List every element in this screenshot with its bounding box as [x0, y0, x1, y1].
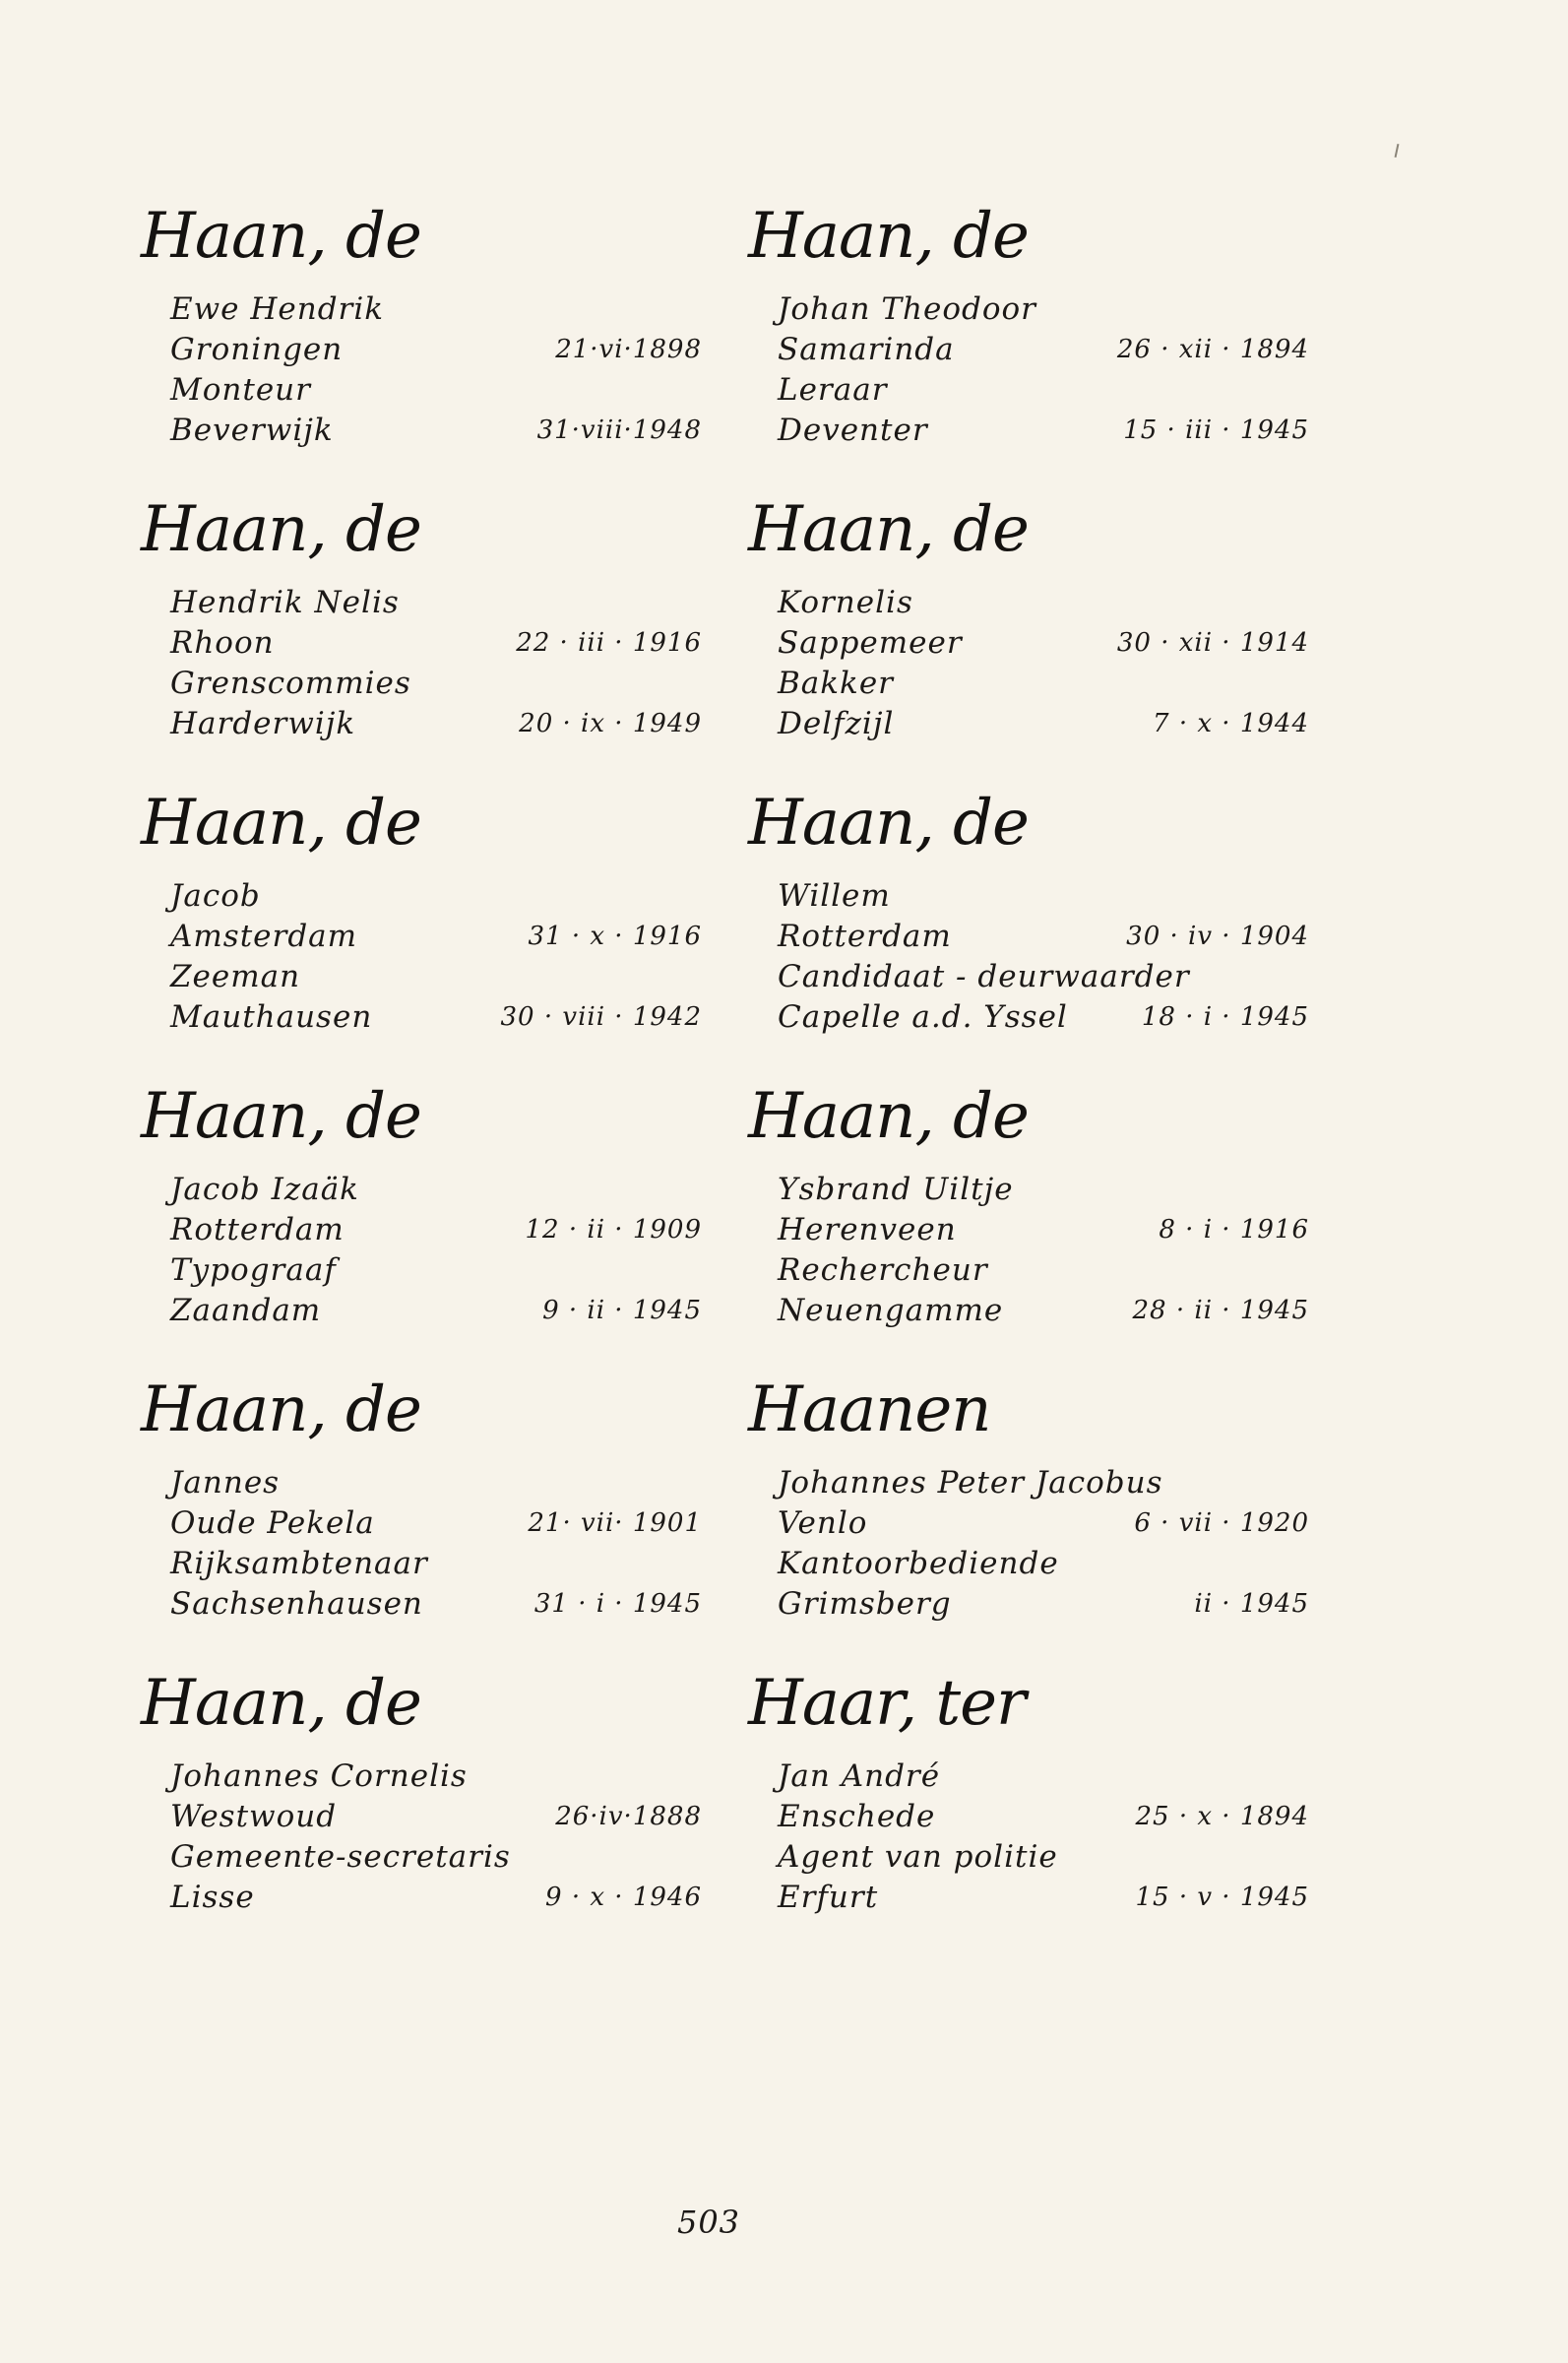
occupation-line: [141, 957, 702, 997]
deathplace: Lisse: [170, 1880, 255, 1915]
birth-line: [748, 1210, 1309, 1250]
name-entry: [748, 1664, 1309, 1957]
deathdate: 31·viii·1948: [536, 415, 702, 445]
birthplace: Rhoon: [170, 625, 275, 661]
death-line: [141, 1291, 702, 1331]
surname-heading: Haan, de: [748, 1080, 1029, 1153]
occupation-line: [141, 1250, 702, 1291]
birthdate: 6 · vii · 1920: [1134, 1508, 1309, 1538]
occupation-line: [748, 1837, 1309, 1878]
occupation-line: [141, 1837, 702, 1878]
name-entry: [141, 197, 702, 490]
birthdate: 30 · iv · 1904: [1126, 922, 1309, 951]
name-entry: [748, 1371, 1309, 1664]
deathplace: Zaandam: [170, 1293, 322, 1328]
deathdate: 28 · ii · 1945: [1132, 1296, 1309, 1325]
death-line: [141, 704, 702, 744]
given-names: Johan Theodoor: [778, 291, 1036, 327]
surname-heading: Haan, de: [748, 493, 1029, 566]
given-names: Ewe Hendrik: [170, 291, 385, 327]
surname-heading: Haar, ter: [748, 1667, 1026, 1740]
name-entry: [141, 1664, 702, 1957]
death-line: [141, 997, 702, 1038]
birthplace: Samarinda: [778, 332, 955, 367]
name-entry: [748, 197, 1309, 490]
given-names-line: [748, 583, 1309, 623]
deathplace: Sachsenhausen: [170, 1586, 423, 1622]
birthplace: Rotterdam: [778, 919, 952, 954]
birth-line: [141, 1210, 702, 1250]
deathplace: Mauthausen: [170, 999, 373, 1035]
occupation: Kantoorbediende: [778, 1546, 1059, 1581]
occupation-line: [141, 664, 702, 704]
occupation: Rechercheur: [778, 1252, 988, 1288]
margin-mark: [1395, 144, 1400, 158]
given-names-line: [748, 1463, 1309, 1503]
occupation-line: [748, 370, 1309, 411]
surname-heading: Haan, de: [141, 1080, 421, 1153]
given-names: Hendrik Nelis: [170, 585, 400, 620]
deathdate: 9 · x · 1946: [545, 1883, 702, 1912]
surname-heading: Haanen: [748, 1373, 991, 1446]
deathplace: Grimsberg: [778, 1586, 952, 1622]
deathdate: 18 · i · 1945: [1141, 1002, 1309, 1032]
occupation: Bakker: [778, 666, 894, 701]
surname-heading: Haan, de: [748, 200, 1029, 273]
given-names-line: [748, 1170, 1309, 1210]
birthplace: Oude Pekela: [170, 1505, 375, 1541]
given-names-line: [141, 583, 702, 623]
given-names-line: [141, 1463, 702, 1503]
deathplace: Deventer: [778, 413, 928, 448]
death-line: [748, 411, 1309, 451]
birthdate: 25 · x · 1894: [1135, 1802, 1309, 1831]
deathdate: 31 · i · 1945: [533, 1589, 702, 1619]
given-names: Jan André: [778, 1758, 941, 1794]
given-names-line: [748, 876, 1309, 917]
given-names-line: [141, 289, 702, 330]
deathdate: ii · 1945: [1194, 1589, 1309, 1619]
name-entry: [141, 1077, 702, 1371]
birthplace: Westwoud: [170, 1799, 338, 1834]
deathdate: 7 · x · 1944: [1153, 709, 1309, 738]
occupation-line: [748, 664, 1309, 704]
death-line: [141, 411, 702, 451]
occupation-line: [748, 1250, 1309, 1291]
birthdate: 22 · iii · 1916: [516, 628, 702, 658]
deathdate: 15 · iii · 1945: [1123, 415, 1309, 445]
occupation: Candidaat - deurwaarder: [778, 959, 1190, 994]
birth-line: [748, 623, 1309, 664]
given-names: Ysbrand Uiltje: [778, 1172, 1014, 1207]
birthdate: 26·iv·1888: [555, 1802, 702, 1831]
name-entry: [748, 784, 1309, 1077]
birthplace: Herenveen: [778, 1212, 957, 1247]
birthplace: Groningen: [170, 332, 344, 367]
given-names: Johannes Cornelis: [170, 1758, 468, 1794]
surname-heading: Haan, de: [141, 787, 421, 860]
birthplace: Amsterdam: [170, 919, 358, 954]
deathplace: Capelle a.d. Yssel: [778, 999, 1068, 1035]
given-names-line: [748, 1756, 1309, 1797]
birthdate: 26 · xii · 1894: [1116, 335, 1309, 364]
birthdate: 30 · xii · 1914: [1116, 628, 1309, 658]
surname-heading: Haan, de: [141, 493, 421, 566]
birthdate: 12 · ii · 1909: [525, 1215, 702, 1245]
given-names: Willem: [778, 878, 891, 914]
birthplace: Rotterdam: [170, 1212, 345, 1247]
death-line: [141, 1878, 702, 1918]
deathplace: Neuengamme: [778, 1293, 1004, 1328]
birthdate: 31 · x · 1916: [528, 922, 702, 951]
occupation: Leraar: [778, 372, 888, 408]
right-column: [748, 197, 1309, 1957]
deathdate: 15 · v · 1945: [1135, 1883, 1309, 1912]
deathplace: Erfurt: [778, 1880, 879, 1915]
name-entry: [141, 784, 702, 1077]
birthdate: 21·vi·1898: [555, 335, 702, 364]
name-entry: [141, 1371, 702, 1664]
deathdate: 30 · viii · 1942: [500, 1002, 702, 1032]
occupation: Rijksambtenaar: [170, 1546, 428, 1581]
occupation-line: [141, 1544, 702, 1584]
given-names: Jannes: [170, 1465, 281, 1501]
given-names-line: [141, 1756, 702, 1797]
given-names-line: [141, 876, 702, 917]
birthplace: Sappemeer: [778, 625, 963, 661]
given-names: Kornelis: [778, 585, 913, 620]
deathplace: Delfzijl: [778, 706, 895, 741]
birth-line: [748, 917, 1309, 957]
occupation: Zeeman: [170, 959, 301, 994]
given-names: Jacob: [170, 878, 261, 914]
surname-heading: Haan, de: [141, 1373, 421, 1446]
given-names: Jacob Izaäk: [170, 1172, 359, 1207]
occupation: Monteur: [170, 372, 311, 408]
occupation: Gemeente-secretaris: [170, 1839, 511, 1875]
given-names-line: [748, 289, 1309, 330]
deathplace: Harderwijk: [170, 706, 356, 741]
birth-line: [748, 330, 1309, 370]
birth-line: [141, 623, 702, 664]
death-line: [748, 1291, 1309, 1331]
deathdate: 20 · ix · 1949: [519, 709, 702, 738]
birthdate: 8 · i · 1916: [1159, 1215, 1309, 1245]
death-line: [141, 1584, 702, 1625]
deathdate: 9 · ii · 1945: [542, 1296, 702, 1325]
occupation: Typograaf: [170, 1252, 337, 1288]
birthplace: Enschede: [778, 1799, 936, 1834]
birth-line: [141, 917, 702, 957]
death-line: [748, 997, 1309, 1038]
occupation-line: [748, 1544, 1309, 1584]
birth-line: [141, 1797, 702, 1837]
name-entry: [748, 490, 1309, 784]
death-line: [748, 1878, 1309, 1918]
surname-heading: Haan, de: [141, 200, 421, 273]
occupation: Agent van politie: [778, 1839, 1058, 1875]
occupation-line: [141, 370, 702, 411]
birth-line: [141, 330, 702, 370]
given-names-line: [141, 1170, 702, 1210]
name-entry: [141, 490, 702, 784]
surname-heading: Haan, de: [141, 1667, 421, 1740]
death-line: [748, 704, 1309, 744]
birth-line: [748, 1797, 1309, 1837]
birthplace: Venlo: [778, 1505, 868, 1541]
deathplace: Beverwijk: [170, 413, 334, 448]
name-entry: [748, 1077, 1309, 1371]
birth-line: [141, 1503, 702, 1544]
occupation: Grenscommies: [170, 666, 411, 701]
death-line: [748, 1584, 1309, 1625]
page-number: 503: [676, 2203, 741, 2241]
birth-line: [748, 1503, 1309, 1544]
occupation-line: [748, 957, 1309, 997]
surname-heading: Haan, de: [748, 787, 1029, 860]
birthdate: 21· vii· 1901: [528, 1508, 702, 1538]
given-names: Johannes Peter Jacobus: [778, 1465, 1163, 1501]
left-column: [141, 197, 702, 1957]
